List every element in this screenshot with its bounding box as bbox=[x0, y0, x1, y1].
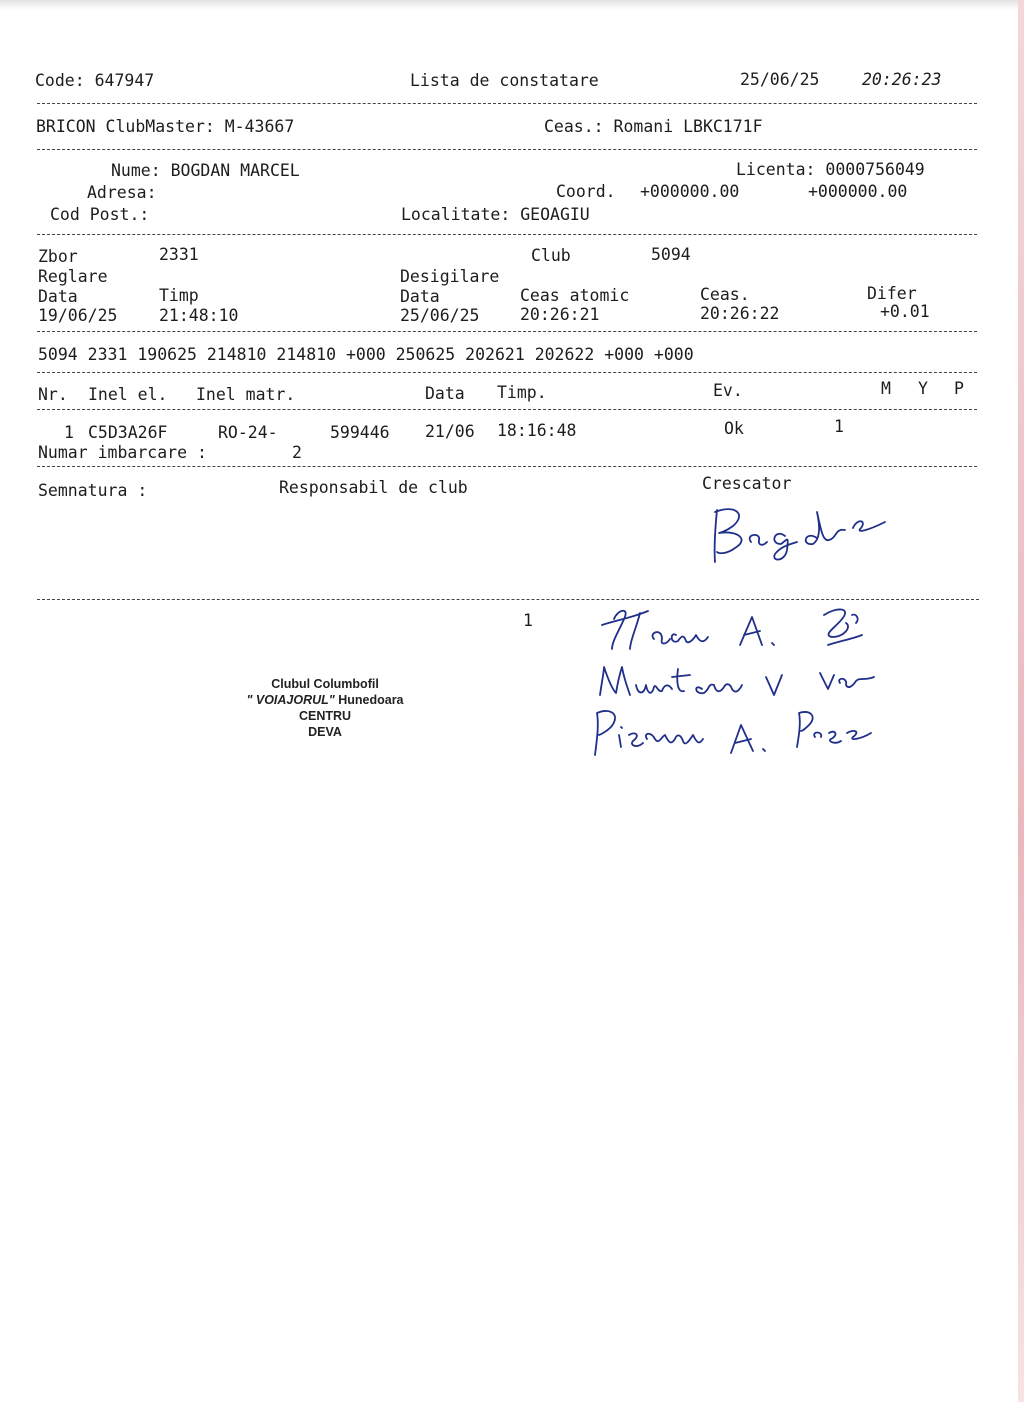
paper-top-shadow bbox=[0, 0, 1024, 10]
committee-signature-1 bbox=[600, 605, 880, 653]
reglare-date: 19/06/25 bbox=[38, 306, 118, 325]
difer-label: Difer bbox=[867, 284, 917, 303]
stamp-city: Hunedoara bbox=[338, 693, 404, 707]
licence: Licenta: 0000756049 bbox=[736, 160, 925, 179]
coord-value-1: +000000.00 bbox=[640, 182, 740, 201]
address-label: Adresa: bbox=[87, 183, 157, 202]
postal-code-label: Cod Post.: bbox=[50, 205, 150, 224]
desigilare-date: 25/06/25 bbox=[400, 306, 480, 325]
document-title: Lista de constatare bbox=[410, 71, 599, 90]
separator bbox=[37, 234, 977, 235]
ceas-atomic-label: Ceas atomic bbox=[520, 286, 630, 305]
stamp-line-1: Clubul Columbofil bbox=[271, 677, 379, 691]
paper-right-edge bbox=[1018, 0, 1024, 1402]
header-time: 20:26:23 bbox=[862, 70, 942, 89]
col-inel-matr: Inel matr. bbox=[196, 385, 296, 404]
col-timp: Timp. bbox=[497, 383, 547, 402]
stamp-club-name: " VOIAJORUL" bbox=[246, 693, 335, 707]
coord-label: Coord. bbox=[556, 182, 616, 201]
club-label: Club bbox=[531, 246, 571, 265]
code-label: Code: 647947 bbox=[35, 71, 155, 90]
breeder-label: Crescator bbox=[702, 474, 792, 493]
signature-label: Semnatura : bbox=[38, 481, 148, 500]
row-data: 21/06 bbox=[425, 422, 475, 441]
zbor-label: Zbor bbox=[38, 247, 78, 266]
row-m: 1 bbox=[834, 417, 844, 436]
club-value: 5094 bbox=[651, 245, 691, 264]
row-inel-el: C5D3A26F bbox=[88, 423, 168, 442]
separator bbox=[37, 599, 979, 600]
col-inel-el: Inel el. bbox=[88, 385, 168, 404]
breeder-signature bbox=[705, 500, 895, 570]
col-ev: Ev. bbox=[713, 381, 743, 400]
locality: Localitate: GEOAGIU bbox=[401, 205, 590, 224]
club-responsible-label: Responsabil de club bbox=[279, 478, 468, 497]
page-number: 1 bbox=[523, 611, 533, 630]
ceas-label: Ceas. bbox=[700, 285, 750, 304]
ceas-device: Ceas.: Romani LBKC171F bbox=[544, 117, 763, 136]
col-p: P bbox=[954, 379, 964, 398]
stamp-line-2 bbox=[215, 692, 435, 708]
club-stamp bbox=[215, 676, 435, 740]
timp-label: Timp bbox=[159, 286, 199, 305]
separator bbox=[37, 103, 977, 104]
separator bbox=[37, 331, 977, 332]
committee-signature-2 bbox=[590, 655, 880, 705]
owner-name: Nume: BOGDAN MARCEL bbox=[111, 161, 300, 180]
header-date: 25/06/25 bbox=[740, 70, 820, 89]
col-m: M bbox=[881, 379, 891, 398]
boarding-count-label: Numar imbarcare : bbox=[38, 443, 207, 462]
data-label: Data bbox=[38, 287, 78, 306]
desigilare-label: Desigilare bbox=[400, 267, 500, 286]
coord-value-2: +000000.00 bbox=[808, 182, 908, 201]
difer-value: +0.01 bbox=[880, 302, 930, 321]
col-y: Y bbox=[918, 379, 928, 398]
zbor-value: 2331 bbox=[159, 245, 199, 264]
separator bbox=[37, 149, 977, 150]
stamp-line-3: CENTRU bbox=[298, 709, 352, 723]
col-nr: Nr. bbox=[38, 385, 68, 404]
code-line: 5094 2331 190625 214810 214810 +000 250625 202621 202622 +000 +000 bbox=[38, 345, 694, 364]
row-ev: Ok bbox=[724, 419, 744, 438]
ceas-atomic-value: 20:26:21 bbox=[520, 305, 600, 324]
data-label-2: Data bbox=[400, 287, 440, 306]
row-inel-matr-number: 599446 bbox=[330, 423, 390, 442]
col-data: Data bbox=[425, 384, 465, 403]
reglare-label: Reglare bbox=[38, 267, 108, 286]
ceas-value: 20:26:22 bbox=[700, 304, 780, 323]
clubmaster-label: BRICON ClubMaster: M-43667 bbox=[36, 117, 295, 136]
separator bbox=[37, 409, 977, 410]
row-timp: 18:16:48 bbox=[497, 421, 577, 440]
stamp-line-4: DEVA bbox=[308, 725, 342, 739]
separator bbox=[37, 372, 977, 373]
row-nr: 1 bbox=[64, 423, 74, 442]
row-inel-matr-prefix: RO-24- bbox=[218, 423, 278, 442]
separator bbox=[37, 466, 977, 467]
boarding-count: 2 bbox=[292, 443, 302, 462]
reglare-time: 21:48:10 bbox=[159, 306, 239, 325]
committee-signature-3 bbox=[585, 705, 885, 760]
